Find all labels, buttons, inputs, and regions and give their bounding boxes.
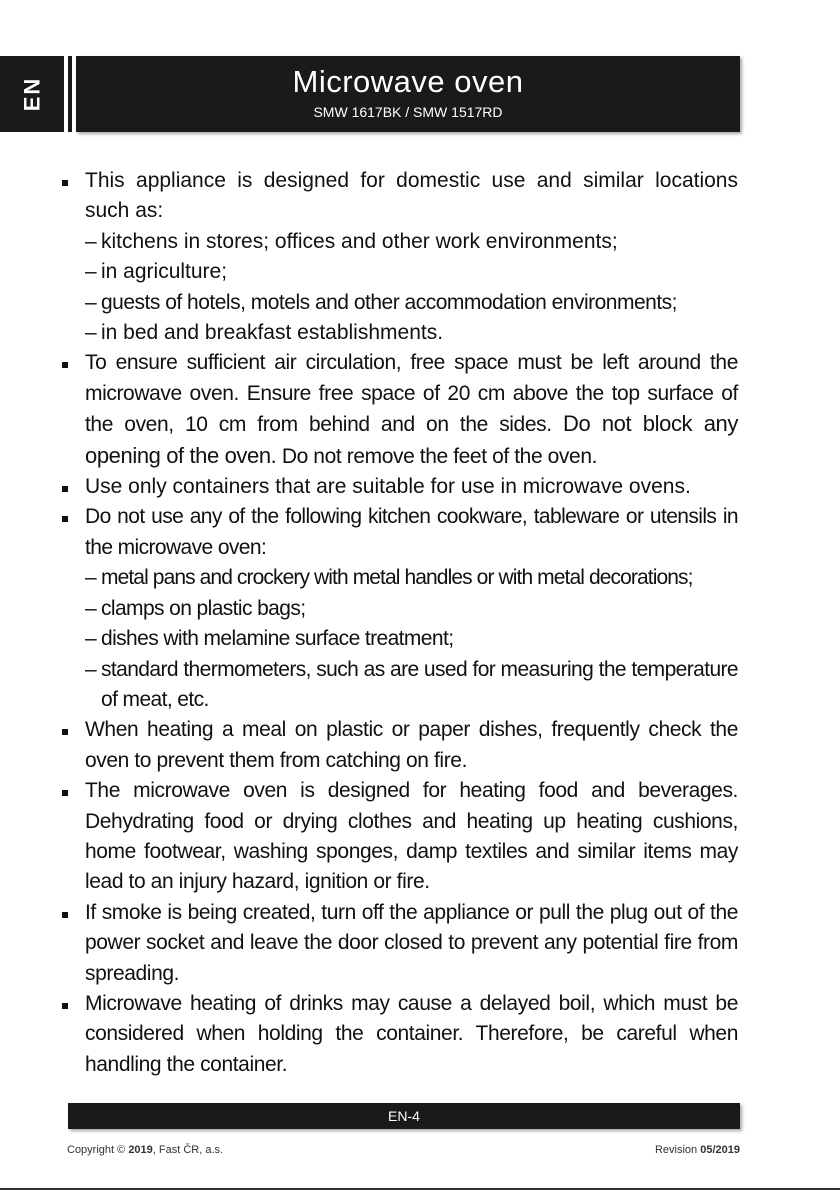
divider [68, 56, 72, 132]
sub-item: – metal pans and crockery with metal handles or with metal decorations; [85, 566, 693, 590]
sub-item-text: in agriculture; [101, 260, 228, 284]
model-numbers: SMW 1617BK / SMW 1517RD [313, 104, 503, 120]
sub-item: – kitchens in stores; offices and other work environments; [85, 229, 618, 253]
bullet-marker [62, 790, 68, 796]
sub-item-text: in bed and breakfast establishments. [101, 321, 444, 345]
sub-item: – standard thermometers, such as are used for measuring the temperature of meat, etc. [85, 657, 738, 711]
sub-item-text: guests of hotels, motels and other accommodation environments; [101, 290, 677, 314]
item-text: Use only containers that are suitable for use in microwave ovens. [85, 475, 691, 499]
page-header [76, 56, 740, 132]
warning-text: Do not block any opening of the oven. [85, 411, 738, 468]
sub-item-text: metal pans and crockery with metal handles or with metal decorations; [101, 566, 693, 590]
sub-item: – dishes with melamine surface treatment; [85, 627, 454, 651]
language-label: EN [19, 76, 44, 112]
list-item [62, 715, 738, 776]
bullet-marker [62, 180, 68, 186]
revision-value: 05/2019 [700, 1144, 740, 1156]
sub-item: – in bed and breakfast establishments. [85, 321, 444, 345]
bullet-marker [62, 912, 68, 918]
divider [0, 1188, 840, 1190]
bullet-marker [62, 486, 68, 492]
list-item [62, 348, 738, 472]
bullet-marker [62, 362, 68, 368]
sub-item: – in agriculture; [85, 260, 228, 284]
list-item [62, 989, 738, 1080]
sub-item: – clamps on plastic bags; [85, 596, 306, 620]
copyright-year: 2019 [128, 1144, 153, 1156]
copyright-prefix: Copyright © [67, 1144, 126, 1156]
item-text: This appliance is designed for domestic use and similar locations such as: [85, 169, 738, 223]
bullet-marker [62, 729, 68, 735]
copyright-notice [67, 1144, 223, 1156]
sub-item-text: kitchens in stores; offices and other work environments; [101, 229, 618, 253]
bullet-marker [62, 1003, 68, 1009]
list-item [62, 502, 738, 715]
list-item [62, 776, 738, 898]
revision-label: Revision [654, 1144, 698, 1156]
sub-item-text: dishes with melamine surface treatment; [101, 627, 454, 651]
sub-item-text: clamps on plastic bags; [101, 596, 306, 620]
item-text: Microwave heating of drinks may cause a delayed boil, which must be considered when holding the container. Therefore, be careful when handling the container. [85, 991, 738, 1076]
page-number-bar [68, 1103, 740, 1129]
sub-item: – guests of hotels, motels and other accommodation environments; [85, 290, 677, 314]
page-title: Microwave oven [292, 64, 524, 99]
list-item [62, 166, 738, 348]
page-number: EN-4 [388, 1108, 420, 1124]
item-text-tail: Do not remove the feet of the oven. [281, 444, 598, 468]
language-tab [0, 56, 64, 132]
instructions-list [62, 166, 738, 1080]
copyright-owner: , Fast ČR, a.s. [152, 1144, 224, 1156]
item-text: If smoke is being created, turn off the appliance or pull the plug out of the power socket and leave the door closed to prevent any potential fire from spreading. [85, 900, 738, 985]
item-text: Do not use any of the following kitchen cookware, tableware or utensils in the microwave oven: [85, 505, 738, 559]
item-text: To ensure sufficient air circulation, free space must be left around the microwave oven. Ensure free space of 20 cm above the top surface of the oven, 10 cm from behind and on the sides. [85, 351, 738, 437]
sub-item-text: standard thermometers, such as are used for measuring the temperature of meat, etc. [101, 657, 738, 711]
item-text: When heating a meal on plastic or paper dishes, frequently check the oven to prevent them from catching on fire. [85, 718, 738, 772]
list-item [62, 898, 738, 989]
revision-notice [655, 1144, 740, 1156]
list-item [62, 472, 738, 502]
bullet-marker [62, 516, 68, 522]
item-text: The microwave oven is designed for heating food and beverages. Dehydrating food or drying clothes and heating up heating cushions, home footwear, washing sponges, damp textiles and similar items may lead to an injury hazard, ignition or fire. [85, 779, 738, 894]
